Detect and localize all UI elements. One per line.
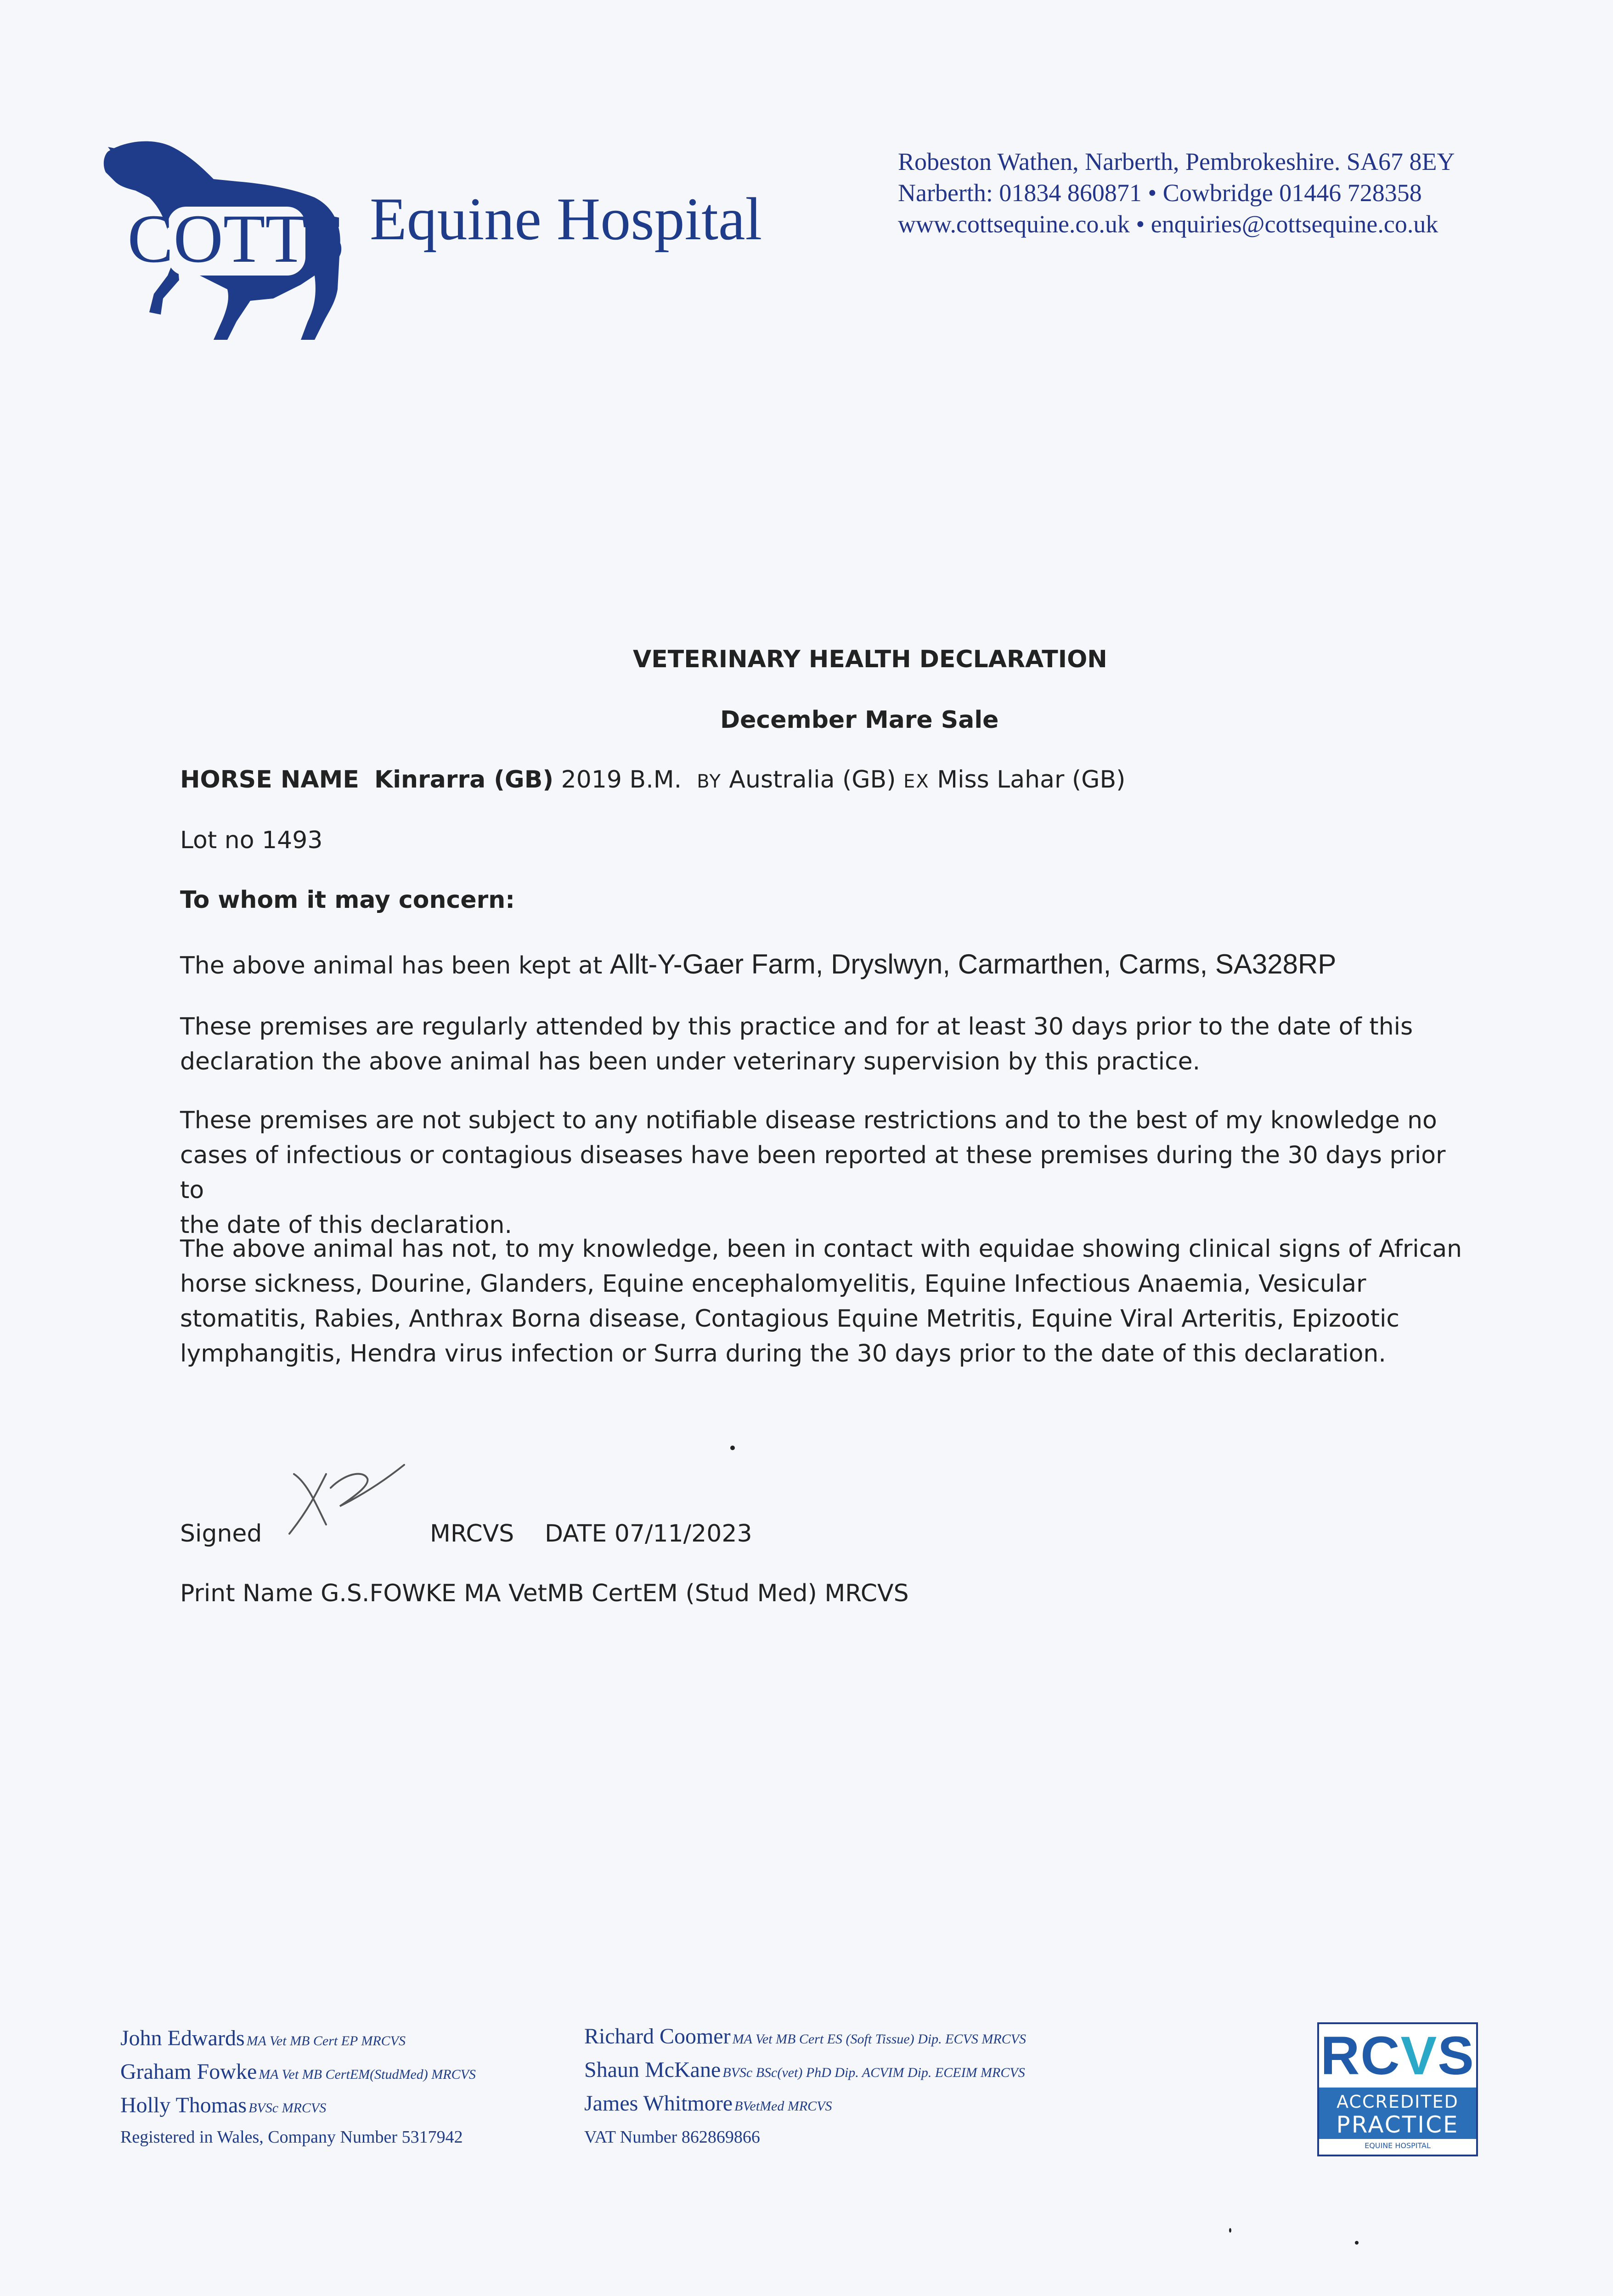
- staff-entry: [120, 2091, 476, 2125]
- rcvs-rc: RC: [1320, 2026, 1401, 2086]
- paragraph-line: the date of this declaration.: [180, 1211, 512, 1239]
- staff-name: James Whitmore: [584, 2091, 733, 2116]
- svg-text:COTTS: COTTS: [127, 201, 346, 277]
- staff-quals: MA Vet MB CertEM(StudMed) MRCVS: [259, 2067, 476, 2082]
- paragraph-line: These premises are regularly attended by this practice and for at least 30 days prior to the date of this: [180, 1013, 1413, 1041]
- horse-label: HORSE NAME: [180, 766, 359, 793]
- paragraph-restrictions: [180, 1103, 1466, 1243]
- horse-line: [180, 762, 1125, 799]
- document-title: VETERINARY HEALTH DECLARATION: [633, 646, 1107, 673]
- rcvs-subtitle: EQUINE HOSPITAL: [1365, 2141, 1431, 2150]
- mrcvs-label: MRCVS: [430, 1520, 514, 1548]
- declaration-date: DATE 07/11/2023: [545, 1520, 752, 1548]
- staff-list-left: [120, 2024, 476, 2125]
- vat-number: VAT Number 862869866: [584, 2127, 760, 2147]
- paragraph-line: cases of infectious or contagious diseases have been reported at these premises during the 30 days prior to: [180, 1142, 1446, 1204]
- dam-name: Miss Lahar (GB): [937, 766, 1126, 793]
- address-line: Robeston Wathen, Narberth, Pembrokeshire. SA67 8EY: [898, 148, 1455, 175]
- cotts-horse-logo: [99, 138, 356, 349]
- staff-quals: BVSc BSc(vet) PhD Dip. ACVIM Dip. ECEIM MRCVS: [722, 2065, 1025, 2080]
- paragraph-line: declaration the above animal has been under veterinary supervision by this practice.: [180, 1048, 1201, 1075]
- staff-name: Richard Coomer: [584, 2024, 731, 2048]
- rcvs-logo: [1319, 2024, 1476, 2088]
- salutation: To whom it may concern:: [180, 886, 515, 914]
- staff-entry: [584, 2056, 1026, 2089]
- paragraph-diseases: [180, 1232, 1466, 1371]
- staff-entry: [120, 2024, 476, 2058]
- lot-number: Lot no 1493: [180, 827, 323, 854]
- horse-name: Kinrarra (GB): [374, 766, 554, 793]
- brand-name: Equine Hospital: [370, 185, 762, 253]
- document-subtitle: December Mare Sale: [720, 706, 999, 734]
- premises-address: Allt-Y-Gaer Farm, Dryslwyn, Carmarthen, Carms, SA328RP: [609, 949, 1337, 979]
- staff-quals: MA Vet MB Cert EP MRCVS: [246, 2033, 406, 2048]
- handwritten-signature: [276, 1456, 413, 1548]
- web-line: www.cottsequine.co.uk • enquiries@cottsequine.co.uk: [898, 210, 1438, 238]
- paragraph-line: lymphangitis, Hendra virus infection or Surra during the 30 days prior to the date of this declaration.: [180, 1340, 1386, 1367]
- paragraph-line: horse sickness, Dourine, Glanders, Equine encephalomyelitis, Equine Infectious Anaemia, Vesicular: [180, 1270, 1366, 1298]
- rcvs-band: [1319, 2088, 1476, 2139]
- phone-line: Narberth: 01834 860871 • Cowbridge 01446 728358: [898, 179, 1422, 207]
- scan-speck: [730, 1446, 735, 1450]
- rcvs-practice: PRACTICE: [1336, 2111, 1459, 2138]
- kept-prefix: The above animal has been kept at: [180, 952, 603, 979]
- staff-entry: [120, 2058, 476, 2091]
- paragraph-line: stomatitis, Rabies, Anthrax Borna disease, Contagious Equine Metritis, Equine Viral Arteritis, Epizootic: [180, 1305, 1399, 1333]
- rcvs-accredited: ACCREDITED: [1337, 2092, 1459, 2112]
- staff-name: Shaun McKane: [584, 2058, 721, 2082]
- paragraph-line: These premises are not subject to any notifiable disease restrictions and to the best of my knowledge no: [180, 1107, 1437, 1134]
- staff-name: Graham Fowke: [120, 2060, 257, 2084]
- scan-speck: [1229, 2228, 1231, 2233]
- signed-label: Signed: [180, 1520, 262, 1548]
- kept-at-line: [180, 947, 1336, 983]
- scan-speck: [1355, 2241, 1359, 2245]
- paragraph-supervision: [180, 1009, 1466, 1079]
- sire-name: Australia (GB): [729, 766, 896, 793]
- staff-entry: [584, 2089, 1026, 2123]
- paragraph-line: The above animal has not, to my knowledge, been in contact with equidae showing clinical signs of African: [180, 1235, 1462, 1263]
- staff-quals: BVetMed MRCVS: [734, 2099, 832, 2114]
- staff-name: Holly Thomas: [120, 2093, 247, 2117]
- staff-name: John Edwards: [120, 2026, 245, 2050]
- by-label: BY: [697, 771, 722, 792]
- company-registration: Registered in Wales, Company Number 5317942: [120, 2127, 463, 2147]
- rcvs-v: V: [1400, 2026, 1438, 2086]
- rcvs-accredited-badge: [1317, 2022, 1478, 2156]
- staff-list-right: [584, 2022, 1026, 2123]
- rcvs-s: S: [1438, 2026, 1475, 2086]
- print-name: Print Name G.S.FOWKE MA VetMB CertEM (Stud Med) MRCVS: [180, 1580, 909, 1607]
- staff-entry: [584, 2022, 1026, 2056]
- staff-quals: BVSc MRCVS: [248, 2100, 327, 2116]
- address-block: [898, 146, 1472, 240]
- horse-year-sex: 2019 B.M.: [561, 766, 682, 793]
- ex-label: EX: [903, 771, 930, 792]
- staff-quals: MA Vet MB Cert ES (Soft Tissue) Dip. ECVS MRCVS: [732, 2032, 1026, 2047]
